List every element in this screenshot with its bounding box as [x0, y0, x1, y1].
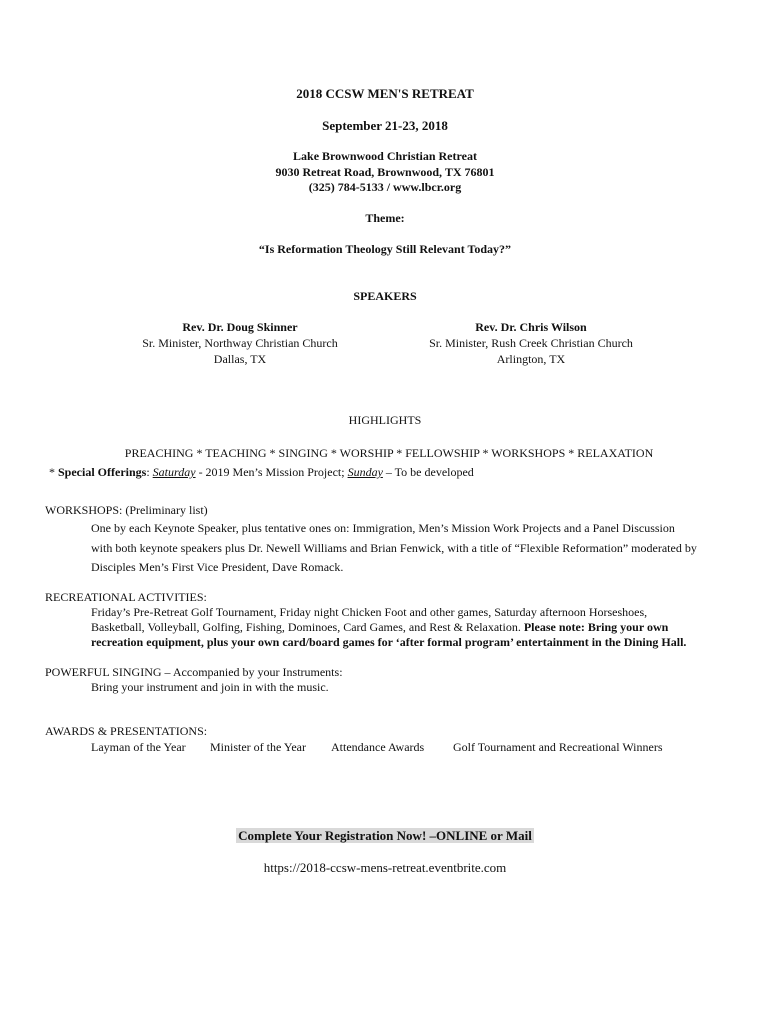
highlights-line: PREACHING * TEACHING * SINGING * WORSHIP * FELLOWSHIP * WORKSHOPS * RELAXATION	[124, 446, 654, 460]
highlights-heading: HIGHLIGHTS	[348, 413, 422, 427]
workshops-line: One by each Keynote Speaker, plus tentative ones on: Immigration, Men’s Mission Work Projects and a Panel Discussion	[91, 521, 675, 535]
venue-contact: (325) 784-5133 / www.lbcr.org	[308, 180, 462, 194]
retreat-dates: September 21-23, 2018	[322, 118, 448, 133]
singing-heading: POWERFUL SINGING – Accompanied by your Instruments:	[45, 665, 343, 679]
speaker-card	[100, 319, 380, 367]
awards-heading: AWARDS & PRESENTATIONS:	[45, 724, 208, 738]
registration-link[interactable]: https://2018-ccsw-mens-retreat.eventbrite.com	[263, 860, 507, 875]
speaker-card	[396, 319, 666, 367]
offerings-prefix: *	[49, 465, 58, 479]
recreation-line: Friday’s Pre-Retreat Golf Tournament, Friday night Chicken Foot and other games, Saturday afternoon Horseshoes,	[91, 605, 648, 619]
speaker-role: Sr. Minister, Rush Creek Christian Church	[429, 336, 633, 350]
theme-text: “Is Reformation Theology Still Relevant Today?”	[258, 242, 512, 256]
recreation-line	[91, 620, 668, 635]
workshops-line: Disciples Men’s First Vice President, Dave Romack.	[91, 560, 344, 574]
recreation-note: Please note: Bring your own	[523, 620, 669, 634]
singing-line: Bring your instrument and join in with the music.	[91, 680, 329, 694]
speaker-role: Sr. Minister, Northway Christian Church	[142, 336, 338, 350]
award-item: Minister of the Year	[210, 740, 306, 754]
saturday-label: Saturday	[152, 465, 196, 479]
recreation-heading: RECREATIONAL ACTIVITIES:	[45, 590, 207, 604]
sunday-text: – To be developed	[382, 465, 474, 479]
sunday-label: Sunday	[347, 465, 383, 479]
speaker-location: Arlington, TX	[496, 352, 566, 366]
award-item: Attendance Awards	[331, 740, 425, 754]
registration-banner: Complete Your Registration Now! –ONLINE or Mail	[238, 828, 532, 843]
recreation-note-line: recreation equipment, plus your own card/board games for ‘after formal program’ entertainment in the Dining Hall.	[91, 635, 687, 649]
award-item: Layman of the Year	[91, 740, 186, 754]
retreat-title: 2018 CCSW MEN'S RETREAT	[296, 86, 474, 101]
speaker-location: Dallas, TX	[213, 352, 267, 366]
speaker-name: Rev. Dr. Doug Skinner	[182, 320, 298, 334]
offerings-colon: :	[146, 465, 153, 479]
venue-address: 9030 Retreat Road, Brownwood, TX 76801	[275, 165, 495, 179]
theme-label: Theme:	[365, 211, 405, 225]
speaker-name: Rev. Dr. Chris Wilson	[475, 320, 587, 334]
venue-name: Lake Brownwood Christian Retreat	[293, 149, 477, 163]
offerings-label: Special Offerings	[58, 465, 147, 479]
special-offerings	[49, 465, 474, 480]
awards-list	[0, 740, 770, 756]
workshops-heading: WORKSHOPS: (Preliminary list)	[45, 503, 208, 517]
registration-banner-row	[0, 828, 770, 844]
recreation-text: Basketball, Volleyball, Golfing, Fishing, Dominoes, Card Games, and Rest & Relaxation.	[91, 620, 524, 634]
speakers-heading: SPEAKERS	[353, 289, 417, 303]
saturday-text: - 2019 Men’s Mission Project;	[195, 465, 348, 479]
award-item: Golf Tournament and Recreational Winners	[453, 740, 663, 754]
workshops-line: with both keynote speakers plus Dr. Newell Williams and Brian Fenwick, with a title of “Flexible Reformation” moderated by	[91, 541, 697, 555]
